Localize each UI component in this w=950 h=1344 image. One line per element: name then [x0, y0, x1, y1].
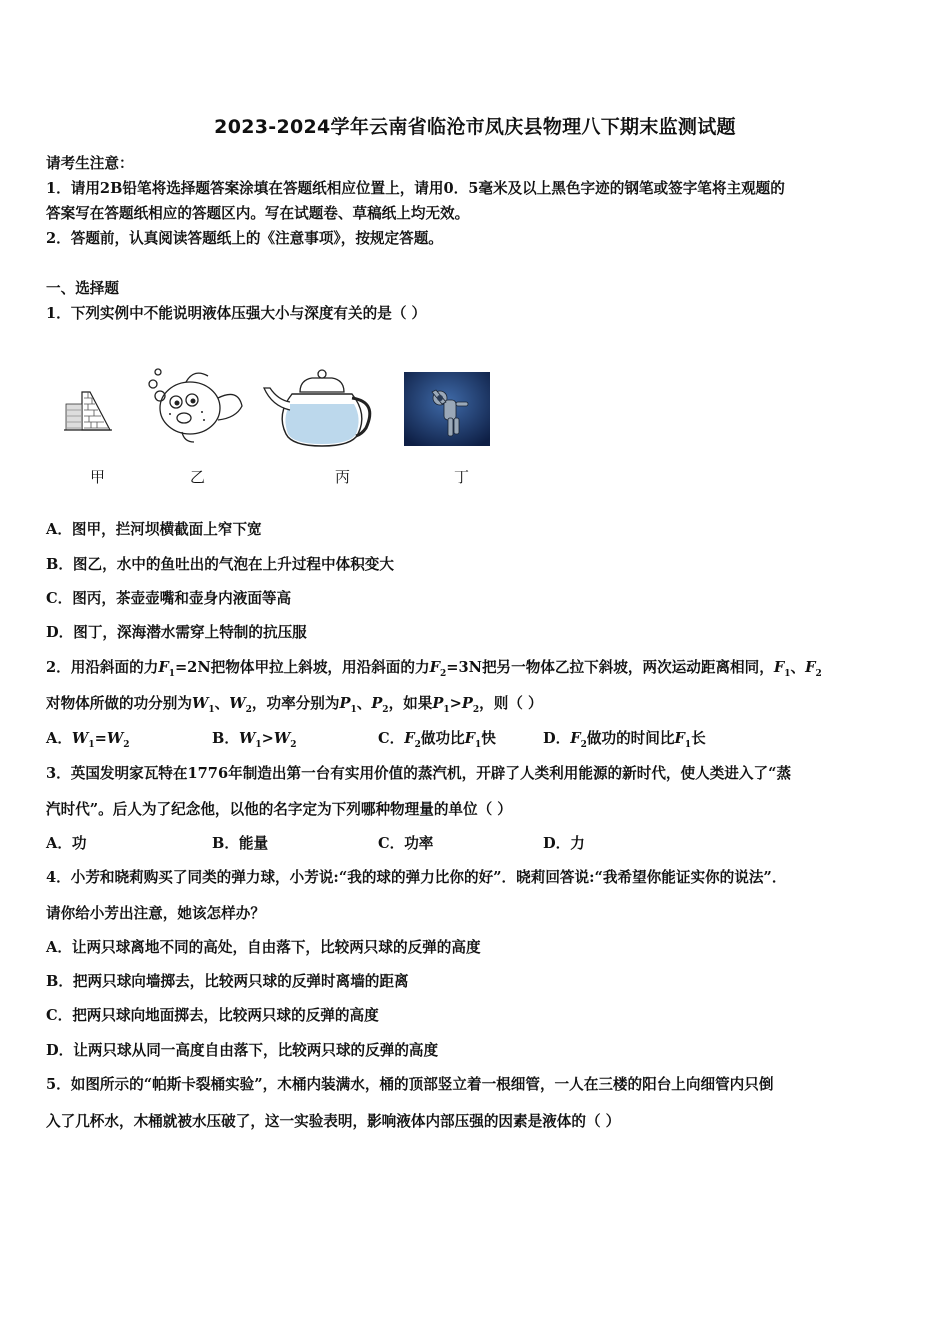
q3-option-d: D．力	[543, 835, 585, 852]
notice-item-1-cont: 答案写在答题纸相应的答题区内。写在试题卷、草稿纸上均无效。	[46, 205, 470, 222]
caption-ding: 丁	[454, 468, 470, 486]
q3-option-c: C．功率	[378, 835, 434, 852]
diver-figure	[404, 372, 490, 446]
teapot-knob	[318, 370, 326, 378]
teapot-water	[285, 404, 358, 444]
q2-stem-line1: 2．用沿斜面的力$F_1=2N$把物体甲拉上斜坡，用沿斜面的力$F_2=3N$把另一物体乙拉下斜坡，两次运动距离相同，$F_1$、$F_2$	[46, 659, 822, 679]
fish-top-fin	[186, 373, 208, 382]
q4-stem-line1: 4．小芳和晓莉购买了同类的弹力球，小芳说:“我的球的弹力比你的好”．晓莉回答说:“我希望你能证实你的说法”．	[46, 869, 787, 886]
teapot-figure	[262, 358, 384, 448]
teapot-lid	[300, 378, 344, 392]
caption-jia: 甲	[90, 468, 106, 486]
q2-option-b: B．$W_1>W_2$	[212, 730, 297, 750]
q1-option-b: B．图乙，水中的鱼吐出的气泡在上升过程中体积变大	[46, 556, 394, 573]
section-heading: 一、选择题	[46, 280, 119, 297]
q1-option-d: D．图丁，深海潜水需穿上特制的抗压服	[46, 624, 307, 641]
fish-body	[160, 382, 220, 434]
q4-option-c: C．把两只球向地面掷去，比较两只球的反弹的高度	[46, 1007, 379, 1024]
q4-option-d: D．让两只球从同一高度自由落下，比较两只球的反弹的高度	[46, 1042, 439, 1059]
notice-heading: 请考生注意：	[46, 155, 134, 172]
dam-water	[66, 404, 82, 430]
q2-option-c: C．$F_2$做功比$F_1$快	[378, 730, 496, 750]
q4-stem-line2: 请你给小芳出注意，她该怎样办？	[46, 905, 265, 922]
q2-option-a: A．$W_1=W_2$	[46, 730, 130, 750]
fish-figure	[146, 364, 246, 444]
teapot-spout	[264, 388, 290, 410]
dam-figure	[62, 386, 114, 434]
q2-stem-line2: 对物体所做的功分别为$W_1$、$W_2$，功率分别为$P_1$、$P_2$，如果$P_1>P_2$，则（ ）	[46, 695, 543, 715]
q3-stem-line1: 3．英国发明家瓦特在1776年制造出第一台有实用价值的蒸汽机，开辟了人类利用能源的新时代，使人类进入了“蒸	[46, 765, 792, 782]
q4-option-b: B．把两只球向墙掷去，比较两只球的反弹时离墙的距离	[46, 973, 409, 990]
q5-stem-line2: 入了几杯水，木桶就被水压破了，这一实验表明，影响液体内部压强的因素是液体的（ ）	[46, 1113, 621, 1130]
q1-option-a: A．图甲，拦河坝横截面上窄下宽	[46, 521, 262, 538]
q5-stem-line1: 5．如图所示的“帕斯卡裂桶实验”，木桶内装满水，桶的顶部竖立着一根细管，一人在三楼的阳台上向细管内只倒	[46, 1076, 774, 1093]
caption-bing: 丙	[335, 468, 351, 486]
q3-stem-line2: 汽时代”。后人为了纪念他，以他的名字定为下列哪种物理量的单位（ ）	[46, 801, 512, 818]
fish-tail	[218, 394, 242, 420]
caption-yi: 乙	[190, 468, 206, 486]
bubble-small	[155, 369, 161, 375]
notice-item-1: 1．请用2B铅笔将选择题答案涂填在答题纸相应位置上，请用0．5毫米及以上黑色字迹的钢笔或签字笔将主观题的	[46, 180, 785, 197]
q1-stem: 1．下列实例中不能说明液体压强大小与深度有关的是（ ）	[46, 305, 427, 322]
fish-mouth	[177, 413, 191, 423]
q4-option-a: A．让两只球离地不同的高处，自由落下，比较两只球的反弹的高度	[46, 939, 481, 956]
q3-option-b: B．能量	[212, 835, 269, 852]
bubble-medium	[149, 380, 157, 388]
page-title: 2023-2024学年云南省临沧市凤庆县物理八下期末监测试题	[214, 116, 736, 138]
q3-option-a: A．功	[46, 835, 87, 852]
notice-item-2: 2．答题前，认真阅读答题纸上的《注意事项》，按规定答题。	[46, 230, 443, 247]
q2-option-d: D．$F_2$做功的时间比$F_1$长	[543, 730, 706, 750]
q1-option-c: C．图丙，茶壶壶嘴和壶身内液面等高	[46, 590, 292, 607]
